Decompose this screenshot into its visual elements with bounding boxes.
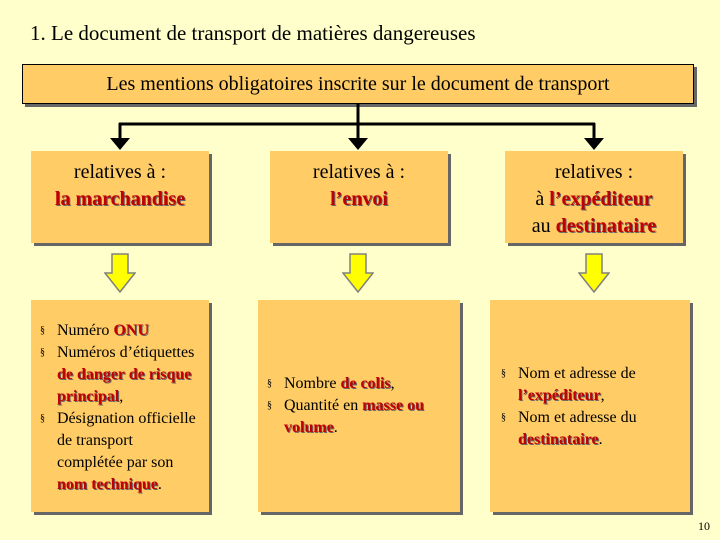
item-text: Numéro xyxy=(57,322,114,339)
item-text: Nom et adresse du xyxy=(518,409,637,426)
arrowhead-left xyxy=(110,138,130,150)
item-highlight: l’expéditeur xyxy=(518,387,601,404)
item-tail: . xyxy=(157,476,162,493)
page-title: 1. Le document de transport de matières dangereuses xyxy=(30,21,476,45)
item-text: Nombre xyxy=(284,375,341,392)
item-highlight: nom technique xyxy=(57,476,158,493)
detail-marchandise xyxy=(31,300,209,512)
bullet-icon: § xyxy=(40,413,45,424)
item-text: Numéros d’étiquettes xyxy=(57,344,195,361)
category-prefix: au xyxy=(531,215,556,237)
bullet-icon: § xyxy=(40,325,45,336)
category-label: l’envoi xyxy=(330,188,388,210)
list-item xyxy=(260,395,452,439)
list-item xyxy=(33,408,201,496)
category-prefix: à xyxy=(535,188,550,210)
category-envoi xyxy=(270,151,448,243)
item-tail: . xyxy=(598,431,603,448)
bullet-icon: § xyxy=(501,368,506,379)
category-intro: relatives à : xyxy=(73,161,167,183)
item-text: Désignation officielle de transport complétée par son xyxy=(57,410,196,471)
category-intro: relatives : xyxy=(554,161,634,183)
item-highlight: ONU xyxy=(113,322,149,339)
item-tail: . xyxy=(333,419,338,436)
down-arrow-icon xyxy=(342,253,374,293)
list-item xyxy=(260,373,452,395)
category-label: la marchandise xyxy=(54,188,186,210)
connector-lines xyxy=(0,0,720,160)
detail-parties xyxy=(490,300,690,512)
item-tail: , xyxy=(390,375,395,392)
item-tail: , xyxy=(600,387,605,404)
category-label: destinataire xyxy=(555,215,657,237)
item-text: Nom et adresse de xyxy=(518,365,636,382)
category-intro: relatives à : xyxy=(312,161,406,183)
item-highlight: de colis xyxy=(340,375,391,392)
banner-text: Les mentions obligatoires inscrite sur le document de transport xyxy=(106,73,610,95)
arrowhead-right xyxy=(584,138,604,150)
bullet-icon: § xyxy=(267,400,272,411)
category-label: l’expéditeur xyxy=(549,188,653,210)
bullet-icon: § xyxy=(501,412,506,423)
bullet-icon: § xyxy=(267,378,272,389)
category-marchandise xyxy=(31,151,209,243)
item-text: Quantité en xyxy=(284,397,363,414)
item-highlight: destinataire xyxy=(518,431,599,448)
bullet-icon: § xyxy=(40,347,45,358)
down-arrow-icon xyxy=(578,253,610,293)
item-highlight: masse ou volume xyxy=(284,397,424,436)
detail-envoi xyxy=(258,300,460,512)
page-number: 10 xyxy=(698,519,710,533)
list-item xyxy=(494,407,680,451)
list-item xyxy=(33,320,201,342)
list-item xyxy=(33,342,201,408)
item-tail: , xyxy=(119,388,124,405)
item-highlight: de danger de risque principal xyxy=(57,366,192,405)
arrowhead-middle xyxy=(348,138,368,150)
down-arrow-icon xyxy=(104,253,136,293)
category-parties xyxy=(505,151,683,243)
list-item xyxy=(494,363,680,407)
